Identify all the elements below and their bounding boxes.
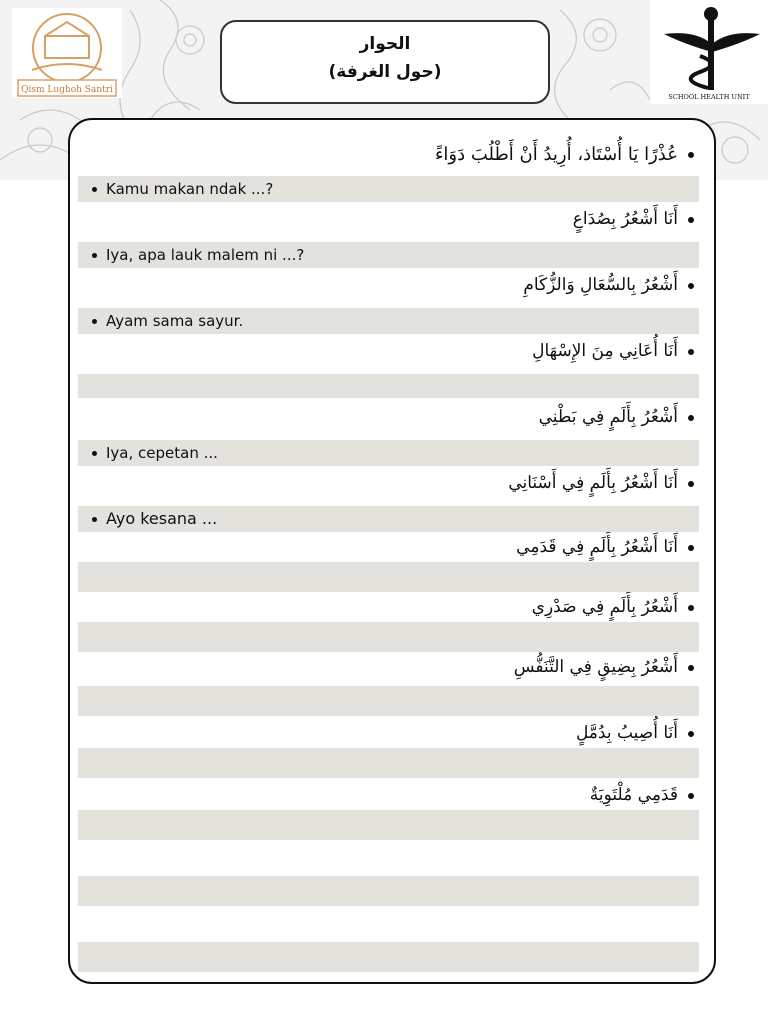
arabic-line: أَشْعُرُ بِضِيقٍ فِي التَّنَفُّسِ xyxy=(514,652,694,682)
bullet-icon xyxy=(688,217,694,223)
page-subtitle: (حول الغرفة) xyxy=(328,62,442,82)
bullet-icon xyxy=(688,545,694,551)
bullet-icon xyxy=(688,481,694,487)
empty-band xyxy=(78,748,699,778)
empty-band xyxy=(78,810,699,840)
reply-band xyxy=(78,506,699,532)
page-title: الحوار xyxy=(359,34,411,54)
reply-text: Kamu makan ndak ...? xyxy=(106,180,274,198)
title-box xyxy=(220,20,550,104)
empty-band xyxy=(78,622,699,652)
empty-band xyxy=(78,942,699,972)
empty-band xyxy=(78,374,699,398)
arabic-line: قَدَمِي مُلْتَوِيَةٌ xyxy=(590,780,694,810)
arabic-line: أَشْعُرُ بِأَلَمٍ فِي بَطْنِي xyxy=(539,402,694,432)
reply-band xyxy=(78,308,699,334)
arabic-line: أَشْعُرُ بِأَلَمٍ فِي صَدْرِي xyxy=(532,592,694,622)
arabic-line: أَنَا أَشْعُرُ بِأَلَمٍ فِي أَسْنَانِي xyxy=(508,468,694,498)
qism-lughoh-logo xyxy=(12,8,122,98)
reply-text: Iya, cepetan ... xyxy=(106,444,218,462)
empty-band xyxy=(78,562,699,592)
bullet-icon xyxy=(688,415,694,421)
reply-text: Iya, apa lauk malem ni ...? xyxy=(106,246,305,264)
school-health-unit-logo xyxy=(650,0,768,104)
bullet-icon xyxy=(688,283,694,289)
bullet-icon xyxy=(688,349,694,355)
bullet-icon xyxy=(688,152,694,158)
bullet-icon xyxy=(688,793,694,799)
arabic-line: أَنَا أُصِيبُ بِدُمَّلٍ xyxy=(576,718,694,748)
arabic-line: أَنَا أُعَانِي مِنَ الإِسْهَالِ xyxy=(532,336,694,366)
reply-band xyxy=(78,176,699,202)
logo-emblem xyxy=(12,8,122,98)
empty-band xyxy=(78,686,699,716)
reply-band xyxy=(78,440,699,466)
bullet-icon xyxy=(92,319,97,324)
bullet-icon xyxy=(92,253,97,258)
bullet-icon xyxy=(92,517,97,522)
bullet-icon xyxy=(688,605,694,611)
bullet-icon xyxy=(688,665,694,671)
reply-band xyxy=(78,242,699,268)
arabic-line: أَشْعُرُ بِالسُّعَالِ وَالزُّكَامِ xyxy=(523,270,694,300)
caduceus-icon xyxy=(650,0,768,104)
bullet-icon xyxy=(92,451,97,456)
arabic-line: عُذْرًا يَا أُسْتَاذ، أُرِيدُ أَنْ أَطْلُبَ دَوَاءً xyxy=(435,140,694,170)
logo-text: Qism Lughoh Santri xyxy=(21,85,113,95)
arabic-line: أَنَا أَشْعُرُ بِصُدَاعٍ xyxy=(573,204,694,234)
bullet-icon xyxy=(92,187,97,192)
empty-band xyxy=(78,876,699,906)
logo-caption: SCHOOL HEALTH UNIT xyxy=(668,93,750,101)
reply-text: Ayo kesana ... xyxy=(106,509,218,528)
reply-text: Ayam sama sayur. xyxy=(106,312,244,330)
bullet-icon xyxy=(688,731,694,737)
arabic-line: أَنَا أَشْعُرُ بِأَلَمٍ فِي قَدَمِي xyxy=(516,532,694,562)
